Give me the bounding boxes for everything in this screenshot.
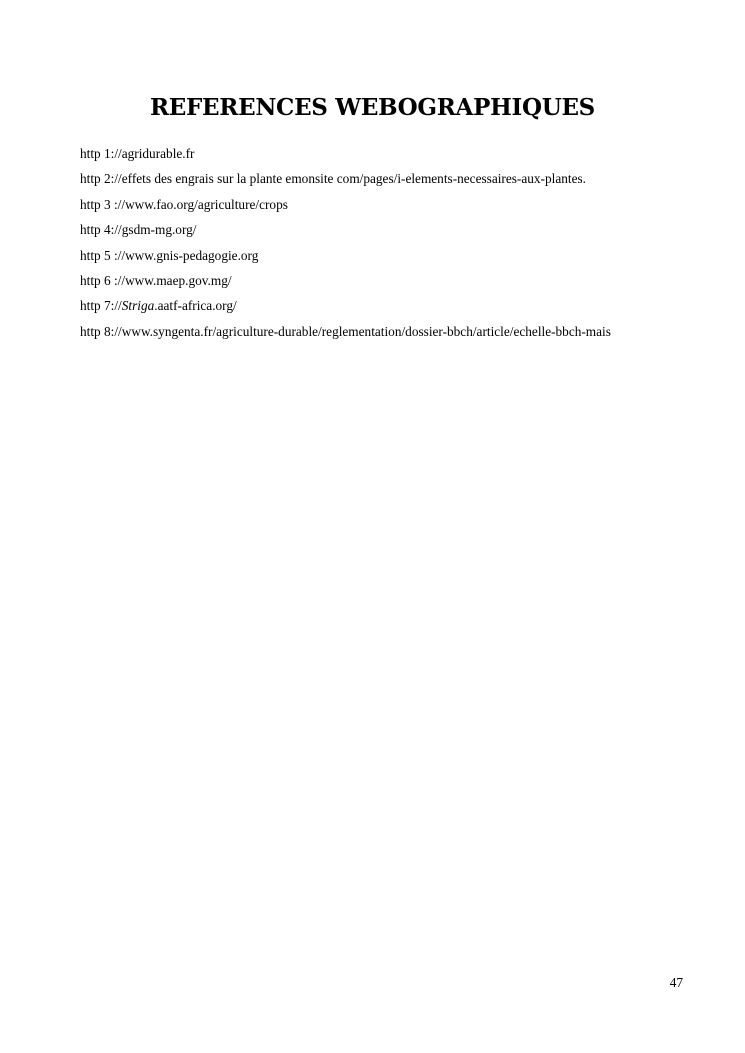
reference-item-7-suffix: .aatf-africa.org/	[154, 298, 237, 314]
page-number: 47	[669, 975, 683, 990]
reference-item-1: http 1://agridurable.fr	[80, 146, 195, 161]
reference-item-7-prefix: http 7://	[80, 298, 122, 314]
page-title: REFERENCES WEBOGRAPHIQUES	[149, 94, 595, 122]
reference-item-6: http 6 ://www.maep.gov.mg/	[80, 273, 232, 289]
reference-item-7-italic: Striga	[121, 298, 155, 314]
reference-item-2: http 2://effets des engrais sur la plante emonsite com/pages/i-elements-necessaires-aux-plantes.	[80, 171, 586, 187]
reference-item-8: http 8://www.syngenta.fr/agriculture-durable/reglementation/dossier-bbch/article/echelle-bbch-mais	[80, 323, 611, 339]
reference-list	[80, 141, 720, 344]
reference-item-4: http 4://gsdm-mg.org/	[80, 222, 197, 238]
reference-item-5: http 5 ://www.gnis-pedagogie.org	[80, 247, 259, 263]
reference-item-3: http 3 ://www.fao.org/agriculture/crops	[80, 196, 288, 212]
reference-item-7	[80, 293, 720, 318]
